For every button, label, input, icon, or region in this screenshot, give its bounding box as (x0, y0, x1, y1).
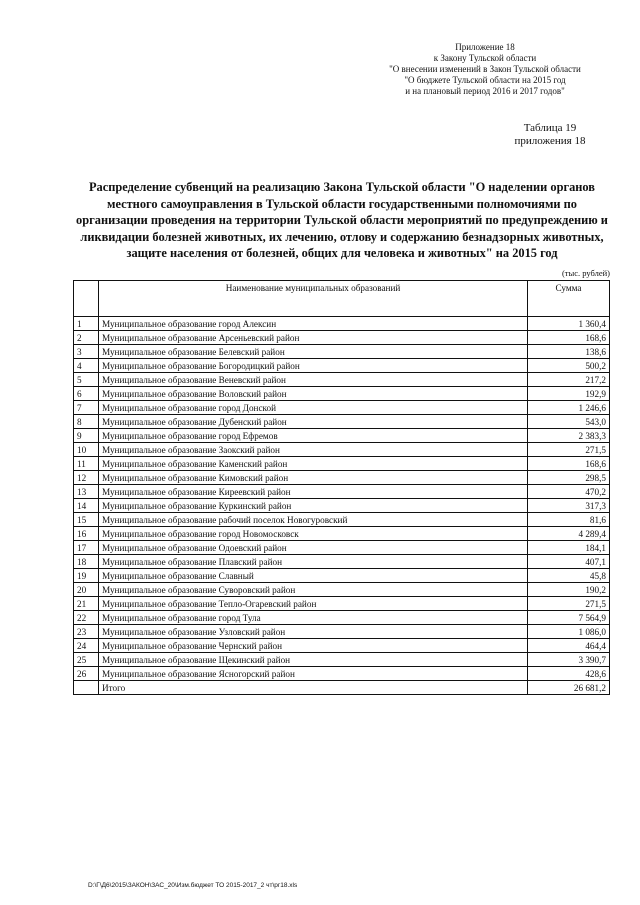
row-name: Муниципальное образование город Тула (99, 611, 528, 625)
file-path-footer: D:\Г\Д6\2015\ЗАКОН\ЗАС_20\Изм.бюджет ТО 2015-2017_2 чт\рг18.xls (88, 882, 298, 889)
table-reference (500, 122, 600, 148)
table-row (74, 387, 610, 401)
table-row (74, 345, 610, 359)
row-name: Муниципальное образование Щекинский район (99, 653, 528, 667)
table-row (74, 485, 610, 499)
row-name: Муниципальное образование Богородицкий район (99, 359, 528, 373)
header-name: Наименование муниципальных образований (99, 281, 528, 317)
row-num: 10 (74, 443, 99, 457)
row-name: Муниципальное образование Славный (99, 569, 528, 583)
row-sum: 271,5 (528, 597, 610, 611)
row-name: Муниципальное образование Арсеньевский район (99, 331, 528, 345)
table-row (74, 457, 610, 471)
table-row (74, 569, 610, 583)
row-num: 16 (74, 527, 99, 541)
row-name: Муниципальное образование Белевский район (99, 345, 528, 359)
appendix-line: Приложение 18 (455, 42, 515, 52)
row-sum: 1 086,0 (528, 625, 610, 639)
row-num: 20 (74, 583, 99, 597)
row-name: Муниципальное образование Каменский район (99, 457, 528, 471)
row-sum: 298,5 (528, 471, 610, 485)
table-row (74, 373, 610, 387)
row-name: Муниципальное образование Узловский район (99, 625, 528, 639)
row-sum: 464,4 (528, 639, 610, 653)
row-sum: 317,3 (528, 499, 610, 513)
total-num (74, 681, 99, 695)
row-sum: 168,6 (528, 331, 610, 345)
row-sum: 168,6 (528, 457, 610, 471)
row-name: Муниципальное образование Куркинский район (99, 499, 528, 513)
appendix-line: "О бюджете Тульской области на 2015 год (404, 75, 566, 85)
table-row (74, 653, 610, 667)
row-name: Муниципальное образование город Новомосковск (99, 527, 528, 541)
header-num (74, 281, 99, 317)
table-row (74, 359, 610, 373)
row-num: 9 (74, 429, 99, 443)
row-num: 2 (74, 331, 99, 345)
row-sum: 4 289,4 (528, 527, 610, 541)
document-title: Распределение субвенций на реализацию Закона Тульской области "О наделении органов местного самоуправления в Тульской области государственными полномочиями по организации проведения на территории Тульской области мероприятий по предупреждению и ликвидации болезней животных, их лечению, отлову и содержанию безнадзорных животных, защите населения от болезней, общих для человека и животных" на 2015 год (76, 180, 608, 260)
total-row (74, 681, 610, 695)
row-num: 15 (74, 513, 99, 527)
row-sum: 3 390,7 (528, 653, 610, 667)
table-row (74, 513, 610, 527)
row-sum: 7 564,9 (528, 611, 610, 625)
row-name: Муниципальное образование Веневский район (99, 373, 528, 387)
row-sum: 190,2 (528, 583, 610, 597)
units-label: (тыс. рублей) (561, 268, 610, 278)
table-row (74, 331, 610, 345)
table-row (74, 611, 610, 625)
appendix-line: "О внесении изменений в Закон Тульской области (389, 64, 581, 74)
row-num: 5 (74, 373, 99, 387)
table-row (74, 317, 610, 331)
header-sum: Сумма (528, 281, 610, 317)
row-num: 23 (74, 625, 99, 639)
table-row (74, 667, 610, 681)
row-num: 24 (74, 639, 99, 653)
row-name: Муниципальное образование рабочий поселок Новогуровский (99, 513, 528, 527)
table-row (74, 401, 610, 415)
row-name: Муниципальное образование Одоевский район (99, 541, 528, 555)
row-name: Муниципальное образование Чернский район (99, 639, 528, 653)
table-row (74, 625, 610, 639)
row-sum: 184,1 (528, 541, 610, 555)
table-row (74, 415, 610, 429)
row-num: 7 (74, 401, 99, 415)
row-name: Муниципальное образование Ясногорский район (99, 667, 528, 681)
row-num: 18 (74, 555, 99, 569)
row-num: 8 (74, 415, 99, 429)
row-name: Муниципальное образование Заокский район (99, 443, 528, 457)
row-num: 12 (74, 471, 99, 485)
row-num: 13 (74, 485, 99, 499)
row-name: Муниципальное образование город Донской (99, 401, 528, 415)
row-name: Муниципальное образование Воловский район (99, 387, 528, 401)
table-row (74, 597, 610, 611)
row-num: 1 (74, 317, 99, 331)
row-sum: 81,6 (528, 513, 610, 527)
row-name: Муниципальное образование Плавский район (99, 555, 528, 569)
total-sum: 26 681,2 (528, 681, 610, 695)
row-num: 4 (74, 359, 99, 373)
row-name: Муниципальное образование Киреевский район (99, 485, 528, 499)
total-label: Итого (99, 681, 528, 695)
table-appendix: приложения 18 (514, 135, 586, 147)
table-row (74, 429, 610, 443)
table-row (74, 555, 610, 569)
row-num: 26 (74, 667, 99, 681)
row-num: 3 (74, 345, 99, 359)
row-name: Муниципальное образование город Алексин (99, 317, 528, 331)
row-sum: 500,2 (528, 359, 610, 373)
row-sum: 271,5 (528, 443, 610, 457)
row-sum: 470,2 (528, 485, 610, 499)
row-sum: 192,9 (528, 387, 610, 401)
table-row (74, 639, 610, 653)
table-row (74, 499, 610, 513)
row-num: 22 (74, 611, 99, 625)
row-name: Муниципальное образование Суворовский район (99, 583, 528, 597)
row-sum: 2 383,3 (528, 429, 610, 443)
table-row (74, 583, 610, 597)
subsidy-table (73, 280, 610, 695)
appendix-line: и на плановый период 2016 и 2017 годов" (405, 86, 565, 96)
row-name: Муниципальное образование Дубенский район (99, 415, 528, 429)
row-num: 19 (74, 569, 99, 583)
table-row (74, 527, 610, 541)
table-row (74, 443, 610, 457)
table-number: Таблица 19 (523, 122, 577, 134)
row-num: 11 (74, 457, 99, 471)
row-sum: 45,8 (528, 569, 610, 583)
row-sum: 1 246,6 (528, 401, 610, 415)
appendix-header (330, 42, 640, 97)
row-sum: 138,6 (528, 345, 610, 359)
row-name: Муниципальное образование город Ефремов (99, 429, 528, 443)
appendix-line: к Закону Тульской области (433, 53, 537, 63)
row-sum: 428,6 (528, 667, 610, 681)
row-num: 21 (74, 597, 99, 611)
row-name: Муниципальное образование Кимовский район (99, 471, 528, 485)
row-sum: 543,0 (528, 415, 610, 429)
table-header-row (74, 281, 610, 317)
row-num: 17 (74, 541, 99, 555)
row-name: Муниципальное образование Тепло-Огаревский район (99, 597, 528, 611)
table-row (74, 541, 610, 555)
table-row (74, 471, 610, 485)
row-num: 6 (74, 387, 99, 401)
row-sum: 407,1 (528, 555, 610, 569)
row-sum: 217,2 (528, 373, 610, 387)
row-num: 14 (74, 499, 99, 513)
row-sum: 1 360,4 (528, 317, 610, 331)
row-num: 25 (74, 653, 99, 667)
